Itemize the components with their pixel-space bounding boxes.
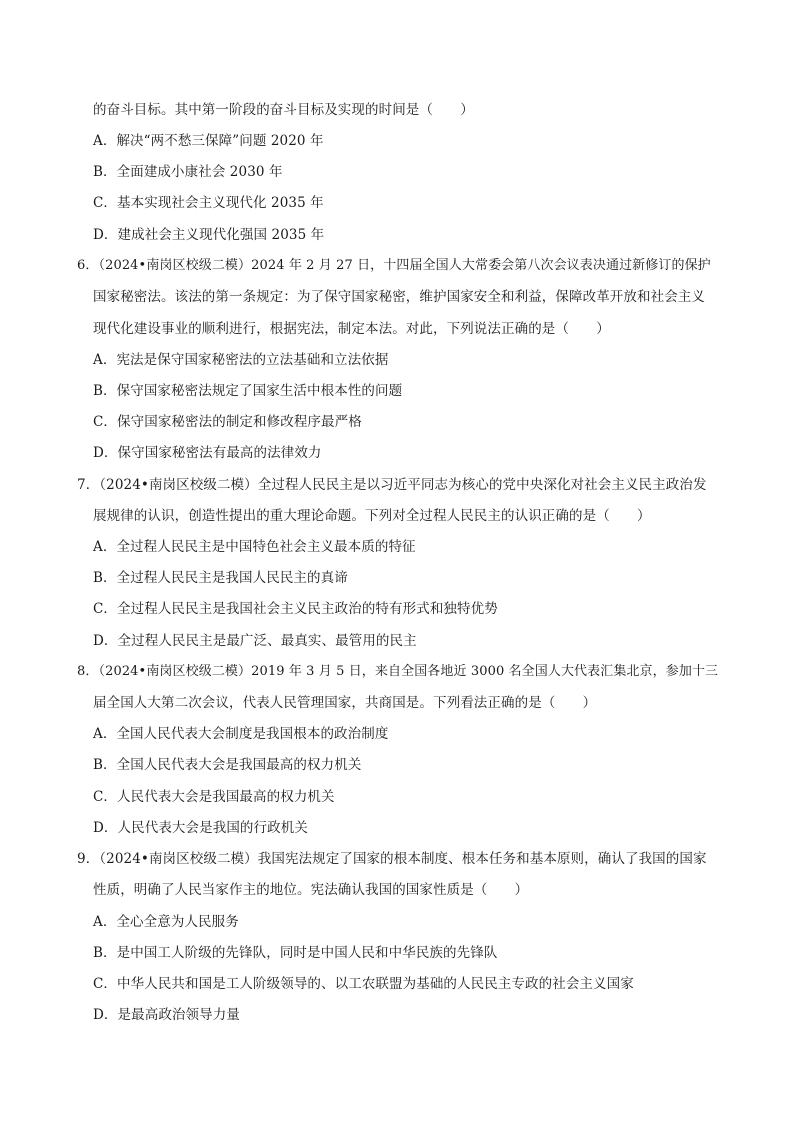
question-9-option-d: D．是最高政治领导力量	[93, 1007, 240, 1023]
question-9-option-c: C．中华人民共和国是工人阶级领导的、以工农联盟为基础的人民民主专政的社会主义国家	[93, 976, 634, 992]
question-8-option-a: A．全国人民代表大会制度是我国根本的政治制度	[93, 726, 389, 742]
question-8-option-b: B．全国人民代表大会是我国最高的权力机关	[93, 757, 362, 773]
question-6-option-b: B．保守国家秘密法规定了国家生活中根本性的问题	[93, 383, 403, 399]
question-6-option-c: C．保守国家秘密法的制定和修改程序最严格	[93, 414, 362, 430]
question-9-stem-line-2: 性质，明确了人民当家作主的地位。宪法确认我国的国家性质是（ ）	[93, 882, 529, 898]
question-7-option-b: B．全过程人民民主是我国人民民主的真谛	[93, 570, 348, 586]
question-8-option-c: C．人民代表大会是我国最高的权力机关	[93, 789, 335, 805]
question-8-stem-line-1: 8．（2024•南岗区校级二模）2019 年 3 月 5 日，来自全国各地近 3000 名全国人大代表汇集北京，参加十三	[77, 664, 719, 679]
question-7-stem-line-1: 7．（2024•南岗区校级二模）全过程人民民主是以习近平同志为核心的党中央深化对社会主义民主政治发	[77, 477, 707, 493]
question-5-option-b: B．全面建成小康社会 2030 年	[93, 164, 283, 180]
question-5-option-d: D．建成社会主义现代化强国 2035 年	[93, 227, 325, 243]
question-6-stem-line-3: 现代化建设事业的顺利进行，根据宪法，制定本法。对此，下列说法正确的是（ ）	[93, 321, 610, 337]
question-7-option-d: D．全过程人民民主是最广泛、最真实、最管用的民主	[93, 633, 417, 649]
question-5-stem-line: 的奋斗目标。其中第一阶段的奋斗目标及实现的时间是（ ）	[93, 102, 474, 118]
question-8-stem-line-2: 届全国人大第二次会议，代表人民管理国家，共商国是。下列看法正确的是（ ）	[93, 695, 597, 711]
question-7-stem-line-2: 展规律的认识，创造性提出的重大理论命题。下列对全过程人民民主的认识正确的是（ ）	[93, 508, 651, 524]
question-7-option-a: A．全过程人民民主是中国特色社会主义最本质的特征	[93, 539, 416, 555]
question-6-option-d: D．保守国家秘密法有最高的法律效力	[93, 445, 322, 461]
question-6-option-a: A．宪法是保守国家秘密法的立法基础和立法依据	[93, 352, 389, 368]
question-5-option-a: A．解决“两不愁三保障”问题 2020 年	[93, 133, 324, 149]
question-9-option-a: A．全心全意为人民服务	[93, 914, 239, 930]
question-9-stem-line-1: 9．（2024•南岗区校级二模）我国宪法规定了国家的根本制度、根本任务和基本原则，确认了我国的国家	[77, 851, 707, 867]
question-9-option-b: B．是中国工人阶级的先锋队，同时是中国人民和中华民族的先锋队	[93, 945, 498, 961]
question-5-option-c: C．基本实现社会主义现代化 2035 年	[93, 195, 324, 211]
question-6-stem-line-2: 国家秘密法。该法的第一条规定：为了保守国家秘密，维护国家安全和利益，保障改革开放和社会主义	[93, 289, 705, 305]
question-6-stem-line-1: 6．（2024•南岗区校级二模）2024 年 2 月 27 日，十四届全国人大常委会第八次会议表决通过新修订的保护	[77, 258, 711, 273]
question-8-option-d: D．人民代表大会是我国的行政机关	[93, 820, 308, 836]
question-7-option-c: C．全过程人民民主是我国社会主义民主政治的特有形式和独特优势	[93, 601, 498, 617]
